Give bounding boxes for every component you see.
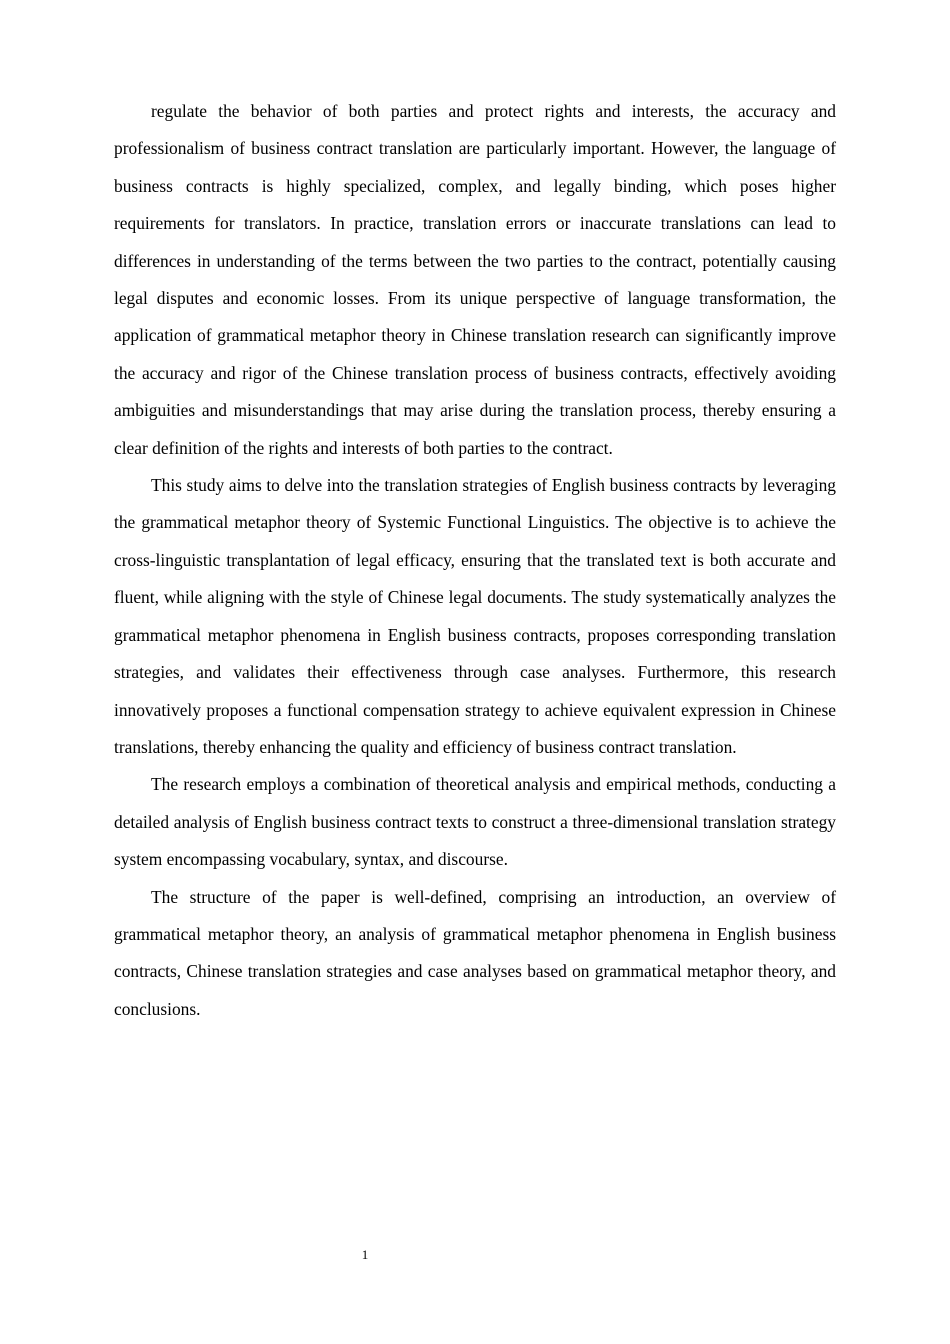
- page-number: 1: [361, 1247, 369, 1262]
- body-text: [114, 93, 836, 1028]
- paragraph-1: regulate the behavior of both parties and protect rights and interests, the accuracy and professionalism of business contract translation are particularly important. However, the language of business contracts is highly specialized, complex, and legally binding, which poses higher requirements for translators. In practice, translation errors or inaccurate translations can lead to differences in understanding of the terms between the two parties to the contract, potentially causing legal disputes and economic losses. From its unique perspective of language transformation, the application of grammatical metaphor theory in Chinese translation research can significantly improve the accuracy and rigor of the Chinese translation process of business contracts, effectively avoiding ambiguities and misunderstandings that may arise during the translation process, thereby ensuring a clear definition of the rights and interests of both parties to the contract.: [114, 101, 836, 458]
- paragraph-4: The structure of the paper is well-defined, comprising an introduction, an overview of grammatical metaphor theory, an analysis of grammatical metaphor phenomena in English business contracts, Chinese translation strategies and case analyses based on grammatical metaphor theory, and conclusions.: [114, 886, 836, 1019]
- paragraph-2: This study aims to delve into the translation strategies of English business contracts by leveraging the grammatical metaphor theory of Systemic Functional Linguistics. The objective is to achieve the cross-linguistic transplantation of legal efficacy, ensuring that the translated text is both accurate and fluent, while aligning with the style of Chinese legal documents. The study systematically analyzes the grammatical metaphor phenomena in English business contracts, proposes corresponding translation strategies, and validates their effectiveness through case analyses. Furthermore, this research innovatively proposes a functional compensation strategy to achieve equivalent expression in Chinese translations, thereby enhancing the quality and efficiency of business contract translation.: [114, 475, 836, 757]
- paragraph-3: The research employs a combination of theoretical analysis and empirical methods, conducting a detailed analysis of English business contract texts to construct a three-dimensional translation strategy system encompassing vocabulary, syntax, and discourse.: [114, 774, 836, 870]
